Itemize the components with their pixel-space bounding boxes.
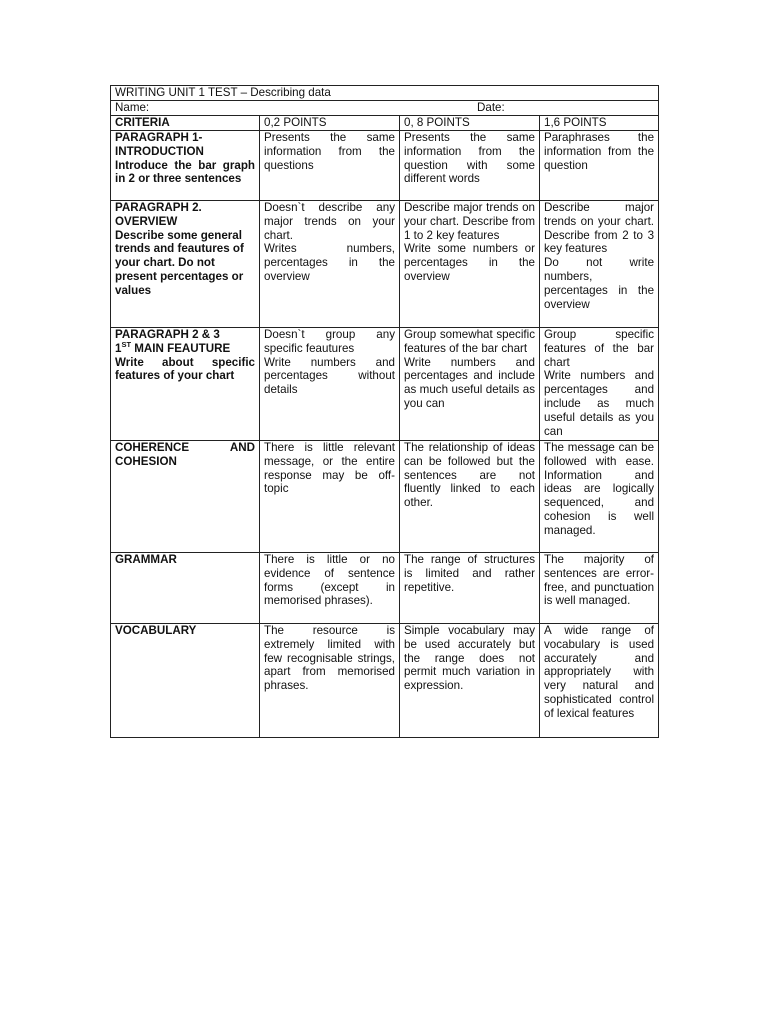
score-cell: The range of structures is limited and rather repetitive. <box>400 552 540 623</box>
header-02-points: 0,2 POINTS <box>260 115 400 130</box>
criteria-cell: PARAGRAPH 2 & 3 1ST MAIN FEAUTURE Write about specific features of your chart <box>111 327 260 440</box>
score-cell: There is little relevant message, or the entire response may be off-topic <box>260 440 400 552</box>
score-cell: The relationship of ideas can be followed but the sentences are not fluently linked to each other. <box>400 440 540 552</box>
table-row <box>111 200 659 327</box>
header-08-points: 0, 8 POINTS <box>400 115 540 130</box>
header-criteria: CRITERIA <box>111 115 260 130</box>
score-cell: Describe major trends on your chart. Describe from 2 to 3 key features Do not write numbers, percentages in the overview <box>540 200 659 327</box>
table-row <box>111 623 659 737</box>
table-row <box>111 130 659 200</box>
score-cell: Presents the same information from the question with some different words <box>400 130 540 200</box>
score-cell: Doesn`t describe any major trends on your chart. Writes numbers, percentages in the overview <box>260 200 400 327</box>
score-cell: Group somewhat specific features of the bar chart Write numbers and percentages and include as much useful details as you can <box>400 327 540 440</box>
rubric-table <box>110 85 659 738</box>
criteria-cell: VOCABULARY <box>111 623 260 737</box>
score-cell: Presents the same information from the questions <box>260 130 400 200</box>
header-row <box>111 115 659 130</box>
table-row <box>111 552 659 623</box>
test-title: WRITING UNIT 1 TEST – Describing data <box>111 86 659 101</box>
header-16-points: 1,6 POINTS <box>540 115 659 130</box>
criteria-cell: COHERENCE AND COHESION <box>111 440 260 552</box>
score-cell: The message can be followed with ease. Information and ideas are logically sequenced, and cohesion is well managed. <box>540 440 659 552</box>
criteria-cell: PARAGRAPH 2. OVERVIEW Describe some general trends and feautures of your chart. Do not present percentages or values <box>111 200 260 327</box>
table-row <box>111 440 659 552</box>
date-label: Date: <box>477 100 505 114</box>
score-cell: Group specific features of the bar chart Write numbers and percentages and include as much useful details as you can <box>540 327 659 440</box>
score-cell: A wide range of vocabulary is used accurately and appropriately with very natural and sophisticated control of lexical features <box>540 623 659 737</box>
table-row <box>111 327 659 440</box>
score-cell: There is little or no evidence of sentence forms (except in memorised phrases). <box>260 552 400 623</box>
score-cell: Simple vocabulary may be used accurately but the range does not permit much variation in expression. <box>400 623 540 737</box>
criteria-cell: PARAGRAPH 1- INTRODUCTION Introduce the bar graph in 2 or three sentences <box>111 130 260 200</box>
title-row <box>111 86 659 101</box>
score-cell: Paraphrases the information from the question <box>540 130 659 200</box>
score-cell: Describe major trends on your chart. Describe from 1 to 2 key features Write some numbers or percentages in the overview <box>400 200 540 327</box>
score-cell: The majority of sentences are error-free, and punctuation is well managed. <box>540 552 659 623</box>
name-date-row <box>111 100 659 115</box>
name-label: Name: <box>115 100 150 114</box>
score-cell: The resource is extremely limited with few recognisable strings, apart from memorised phrases. <box>260 623 400 737</box>
score-cell: Doesn`t group any specific feautures Write numbers and percentages without details <box>260 327 400 440</box>
criteria-cell: GRAMMAR <box>111 552 260 623</box>
